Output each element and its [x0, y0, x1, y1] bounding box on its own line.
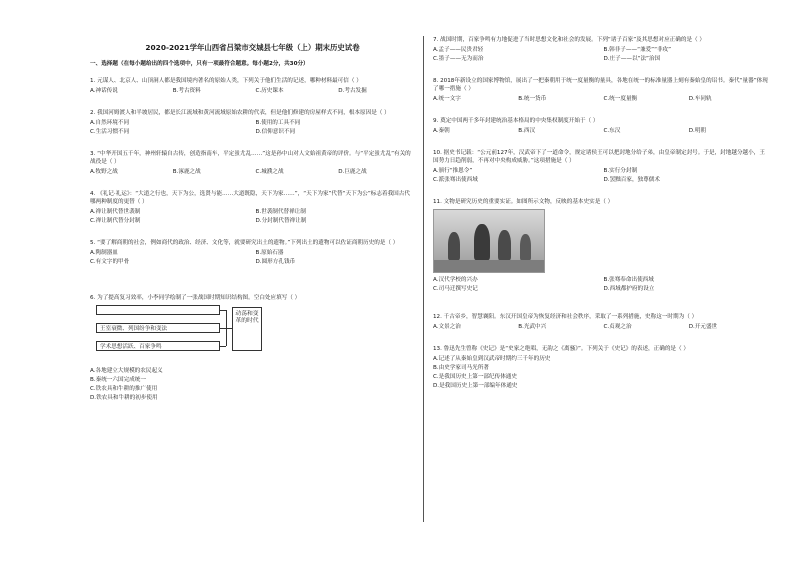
answer-option[interactable]: D.圆形方孔钱币	[255, 259, 296, 265]
answer-option[interactable]: B.张骞奉命出使西域	[603, 277, 654, 283]
diagram-box: 王室衰微、列国纷争和变法	[96, 323, 220, 333]
answer-option[interactable]: D.分封制代替禅让制	[255, 218, 307, 224]
answer-option[interactable]: D.开元盛世	[688, 324, 718, 330]
question-stem: 7. 战国时期，百家争鸣有力地促进了当时思想文化和社会的发展。下列“诸子百家”及其思想对应正确的是（ ）	[433, 37, 706, 43]
spacer	[90, 268, 415, 294]
spacer	[433, 295, 768, 313]
answer-option[interactable]: B.韩非子——“兼爱”“非攻”	[603, 47, 672, 53]
spacer	[433, 137, 768, 149]
question-stem: 13. 鲁迅先生曾称《史记》是“史家之绝唱，无韵之《离骚》”。下列关于《史记》的表述，正确的是（ ）	[433, 346, 689, 352]
image-figure	[448, 232, 460, 260]
question	[90, 239, 415, 266]
answer-options	[90, 208, 415, 225]
left-questions	[90, 77, 415, 402]
page-title: 2020-2021学年山西省吕梁市交城县七年级（上）期末历史试卷	[145, 43, 360, 52]
question	[433, 345, 768, 390]
question	[433, 77, 768, 103]
question	[90, 150, 415, 176]
diagram-summary-box: 动荡和变革的时代	[232, 307, 262, 351]
answer-option[interactable]: B.西汉	[518, 128, 536, 134]
answer-option[interactable]: B.统一货币	[518, 96, 547, 102]
answer-options	[90, 119, 415, 136]
answer-option[interactable]: A.孟子——民贵君轻	[433, 47, 484, 53]
answer-option[interactable]: B.考古资料	[172, 88, 201, 94]
question-stem: 6. 为了提高复习效率，小李同学绘制了一张战国时期知识结构图。空白处应填写（ ）	[90, 295, 301, 301]
answer-options	[433, 127, 768, 135]
question-stem: 10. 据史书记载：“公元前127年，汉武帝下了一道命令，规定诸侯王可以把封地分给子弟，由皇帝制定封号。于是，封地越分越小，王国势力日趋削弱，不再对中央构成威胁。”这项措施是（ ）	[433, 150, 765, 164]
answer-option[interactable]: D.考古发掘	[338, 88, 367, 94]
question	[433, 313, 768, 331]
artifact-image	[433, 209, 545, 273]
answer-options	[433, 46, 768, 63]
spacer	[90, 138, 415, 150]
question-stem: 3. “中华开国五千年，神州轩辕自古传，创造指南车，平定蚩尤乱……”这是孙中山对人文始祖黄帝的评价。与“平定蚩尤乱”有关的战役是（ ）	[90, 151, 411, 165]
answer-options	[90, 87, 415, 95]
answer-option[interactable]: C.铁农具和牛耕的推广使用	[90, 386, 158, 392]
image-figure	[474, 224, 490, 260]
answer-option[interactable]: A.统一文字	[433, 96, 461, 102]
answer-option[interactable]: A.记述了从秦始皇到汉武帝时期约三千年的历史	[433, 356, 551, 362]
spacer	[90, 97, 415, 109]
diagram-box	[96, 305, 220, 315]
knowledge-diagram	[90, 305, 415, 363]
answer-option[interactable]: C.历史课本	[255, 88, 284, 94]
question	[433, 198, 768, 293]
question	[433, 149, 768, 184]
answer-option[interactable]: D.是我国历史上第一部编年体通史	[433, 383, 518, 389]
spacer	[90, 178, 415, 190]
image-ground	[434, 260, 544, 272]
answer-option[interactable]: C.派张骞出使西域	[433, 177, 478, 183]
answer-option[interactable]: A.陶制器皿	[90, 250, 118, 256]
answer-option[interactable]: D.西域都护府的设立	[603, 286, 655, 292]
question	[90, 190, 415, 225]
spacer	[433, 333, 768, 345]
answer-option[interactable]: B.原始石器	[255, 250, 284, 256]
answer-option[interactable]: A.自然环境不同	[90, 120, 130, 126]
right-questions	[433, 36, 768, 390]
answer-option[interactable]: C.城濮之战	[255, 169, 284, 175]
answer-options	[433, 167, 768, 184]
question	[433, 36, 768, 63]
question	[90, 294, 415, 402]
question-stem: 8. 2018年新设立的国家博物馆，展出了一把秦朝用于统一度量衡的量具，各地在统一的标准量器上刻有秦始皇的诏书。秦代“量器”体现了哪一措施（ ）	[433, 78, 768, 92]
answer-option[interactable]: D.明朝	[688, 128, 707, 134]
answer-option[interactable]: B.世袭制代替禅让制	[255, 209, 306, 215]
answer-option[interactable]: D.罢黜百家，独尊儒术	[603, 177, 660, 183]
answer-options	[433, 276, 768, 293]
spacer	[90, 227, 415, 239]
answer-option[interactable]: D.巨鹿之战	[338, 169, 367, 175]
question-stem: 5. “要了解商朝的社会，例如商代的政治、经济、文化等，就要研究出土的遗物。”下列出土的遗物可以佐证商朝历史的是（ ）	[90, 240, 399, 246]
answer-option[interactable]: A.牧野之战	[90, 169, 118, 175]
question-stem: 1. 元谋人、北京人、山顶洞人都是我国境内著名的原始人类，下列关于他们生活的记述，哪种材料最可信（ ）	[90, 78, 362, 84]
left-column	[90, 36, 415, 404]
spacer	[433, 186, 768, 198]
answer-options	[90, 367, 415, 402]
answer-option[interactable]: A.禅让制代替世袭制	[90, 209, 141, 215]
answer-option[interactable]: B.实行分封制	[603, 168, 638, 174]
answer-option[interactable]: A.颁行“推恩令”	[433, 168, 473, 174]
answer-option[interactable]: C.司马迁撰写史记	[433, 286, 478, 292]
answer-options	[90, 168, 415, 176]
question	[433, 117, 768, 135]
diagram-box: 学术思想活跃、百家争鸣	[96, 341, 220, 351]
right-column	[433, 36, 768, 392]
question-stem: 2. 我国河姆渡人和半坡居民，都是长江流域和黄河流域原始农耕的代表，但是他们修建的房屋样式不同，根本原因是（ ）	[90, 110, 390, 116]
answer-option[interactable]: C.禅让制代替分封制	[90, 218, 141, 224]
answer-option[interactable]: A.神话传说	[90, 88, 118, 94]
diagram-connector	[220, 346, 226, 347]
answer-options	[433, 95, 768, 103]
section-heading: 一、选择题（在每小题给出的四个选项中，只有一项最符合题意。每小题2分，共30分）	[90, 61, 309, 67]
answer-option[interactable]: B.涿鹿之战	[172, 169, 201, 175]
answer-option[interactable]: D.车同轨	[688, 96, 712, 102]
image-figure	[520, 234, 531, 260]
answer-option[interactable]: C.墨子——无为而治	[433, 56, 484, 62]
question	[90, 109, 415, 136]
spacer	[433, 65, 768, 77]
question-stem: 9. 奠定中国两千多年封建统治基本格局的中央集权制度开始于（ ）	[433, 118, 599, 124]
question	[90, 77, 415, 95]
answer-option[interactable]: C.东汉	[603, 128, 621, 134]
answer-option[interactable]: B.光武中兴	[518, 324, 547, 330]
answer-option[interactable]: A.各地建立大规模的农民起义	[90, 368, 163, 374]
answer-options	[90, 249, 415, 266]
answer-option[interactable]: C.统一度量衡	[603, 96, 638, 102]
answer-option[interactable]: C.生活习惯不同	[90, 129, 130, 135]
answer-option[interactable]: A.汉代学校的兴办	[433, 277, 478, 283]
answer-option[interactable]: D.庄子——以“法”治国	[603, 56, 661, 62]
question-stem: 4. 《礼记·礼运》：“大道之行也，天下为公，选贤与能……大道既隐，天下为家……”，“天下为家”代替“天下为公”标志着我国古代哪两种制度的更替（ ）	[90, 191, 410, 205]
answer-option[interactable]: B.秦统一六国完成统一	[90, 377, 146, 383]
question-stem: 11. 文物是研究历史的重要实证。如图所示文物，反映的基本史实是（ ）	[433, 199, 614, 205]
answer-option[interactable]: D.铁农具和牛耕的初步使用	[90, 395, 158, 401]
answer-option[interactable]: D.信仰意识不同	[255, 129, 296, 135]
answer-options	[433, 355, 768, 390]
spacer	[433, 105, 768, 117]
answer-options	[433, 323, 768, 331]
answer-option[interactable]: C.有文字的甲骨	[90, 259, 130, 265]
answer-option[interactable]: A.文景之治	[433, 324, 461, 330]
answer-option[interactable]: C.是我国历史上第一部纪传体通史	[433, 374, 517, 380]
question-stem: 12. 千古帝乡，智慧襄阳。东汉开国皇帝为恢复经济和社会秩序，采取了一系列措施，史称这一时期为（ ）	[433, 314, 698, 320]
answer-option[interactable]: A.秦朝	[433, 128, 450, 134]
answer-option[interactable]: B.由史学家司马光所著	[433, 365, 489, 371]
image-figure	[498, 230, 511, 260]
answer-option[interactable]: C.贞观之治	[603, 324, 632, 330]
column-divider	[423, 36, 424, 522]
answer-option[interactable]: B.使用的工具不同	[255, 120, 301, 126]
